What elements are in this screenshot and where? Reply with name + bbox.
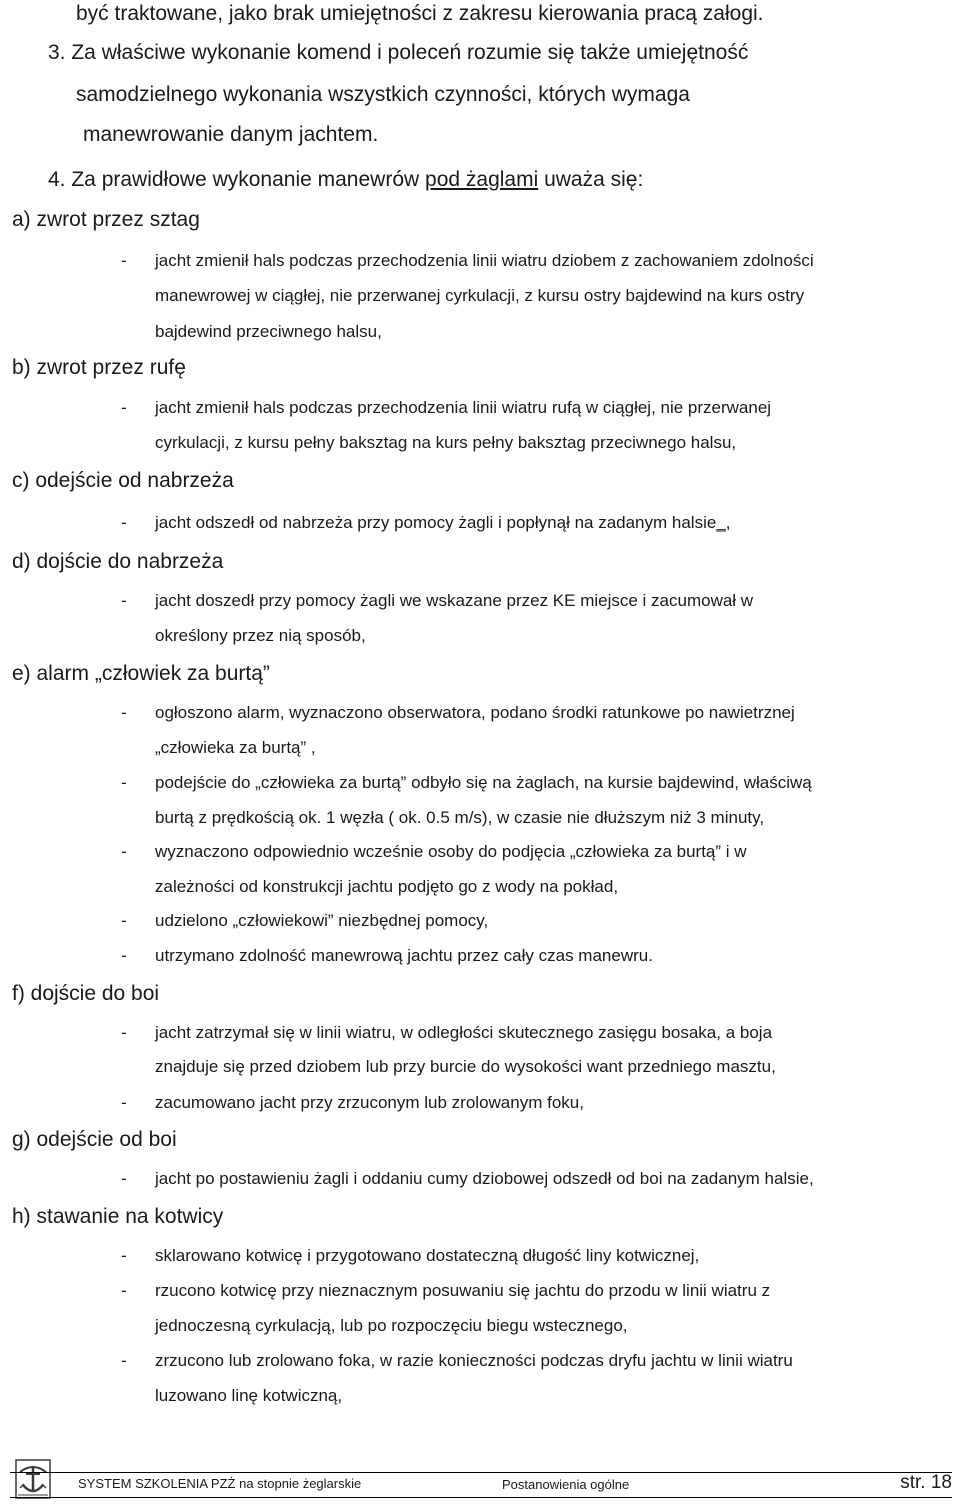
dash: - (121, 251, 127, 270)
section-g-heading: g) odejście od boi (12, 1128, 177, 1151)
dash: - (121, 591, 127, 610)
section-e-item-4: udzielono „człowiekowi” niezbędnej pomocy, (155, 911, 489, 930)
edit-mark: _ (716, 513, 726, 532)
section-d-item-1-line-2: określony przez nią sposób, (155, 626, 366, 645)
section-h-item-1: sklarowano kotwicę i przygotowano dostateczną długość liny kotwicznej, (155, 1246, 700, 1265)
dash: - (121, 1093, 127, 1112)
pzz-anchor-logo-icon (14, 1458, 52, 1500)
dash: - (121, 911, 127, 930)
section-b-item-1-line-1: jacht zmienił hals podczas przechodzenia linii wiatru rufą w ciągłej, nie przerwanej (155, 398, 772, 417)
section-b-item-1-line-2: cyrkulacji, z kursu pełny baksztag na kurs pełny baksztag przeciwnego halsu, (155, 433, 737, 452)
point-3-line-2: samodzielnego wykonania wszystkich czynności, których wymaga (76, 83, 690, 106)
section-h-item-3-line-2: luzowano linę kotwiczną, (155, 1386, 343, 1405)
dash: - (121, 703, 127, 722)
section-d-item-1-line-1: jacht doszedł przy pomocy żagli we wskazane przez KE miejsce i zacumował w (155, 591, 754, 610)
section-f-heading: f) dojście do boi (12, 982, 160, 1005)
section-e-heading: e) alarm „człowiek za burtą” (12, 662, 270, 685)
section-e-item-5: utrzymano zdolność manewrową jachtu przez cały czas manewru. (155, 946, 653, 965)
section-c-heading: c) odejście od nabrzeża (12, 469, 234, 492)
dash: - (121, 1169, 127, 1188)
point-3-line-1: 3. Za właściwe wykonanie komend i poleceń rozumie się także umiejętność (48, 41, 749, 64)
dash: - (121, 513, 127, 532)
dash: - (121, 842, 127, 861)
section-e-item-2-line-2: burtą z prędkością ok. 1 węzła ( ok. 0.5 m/s), w czasie nie dłuższym niż 3 minuty, (155, 808, 765, 827)
section-e-item-1-line-1: ogłoszono alarm, wyznaczono obserwatora, podano środki ratunkowe po nawietrznej (155, 703, 795, 722)
section-a-item-1-line-3: bajdewind przeciwnego halsu, (155, 322, 382, 341)
section-h-item-2-line-2: jednoczesną cyrkulacją, lub po rozpoczęciu biegu wstecznego, (155, 1316, 628, 1335)
section-c-item-text: jacht odszedł od nabrzeża przy pomocy żagli i popłynął na zadanym halsie (155, 513, 717, 532)
section-e-item-3-line-2: zależności od konstrukcji jachtu podjęto go z wody na pokład, (155, 877, 619, 896)
dash: - (121, 1023, 127, 1042)
section-h-item-3-line-1: zrzucono lub zrolowano foka, w razie konieczności podczas dryfu jachtu w linii wiatru (155, 1351, 793, 1370)
section-f-item-2: zacumowano jacht przy zrzuconym lub zrolowanym foku, (155, 1093, 584, 1112)
section-f-item-1-line-1: jacht zatrzymał się w linii wiatru, w odległości skutecznego zasięgu bosaka, a boja (155, 1023, 773, 1042)
point-4-underlined: pod żaglami (425, 168, 539, 191)
point-3-line-3: manewrowanie danym jachtem. (83, 123, 379, 146)
section-c-item-end: , (725, 513, 731, 532)
footer-rule-top (10, 1472, 952, 1473)
section-e-item-3-line-1: wyznaczono odpowiednio wcześnie osoby do podjęcia „człowieka za burtą” i w (155, 842, 747, 861)
section-h-item-2-line-1: rzucono kotwicę przy nieznacznym posuwaniu się jachtu do przodu w linii wiatru z (155, 1281, 771, 1300)
section-h-heading: h) stawanie na kotwicy (12, 1205, 224, 1228)
footer-section-label: Postanowienia ogólne (502, 1477, 630, 1492)
dash: - (121, 1351, 127, 1370)
section-g-item-1: jacht po postawieniu żagli i oddaniu cumy dziobowej odszedł od boi na zadanym halsie, (155, 1169, 814, 1188)
footer-rule-bottom (10, 1497, 952, 1498)
section-e-item-2-line-1: podejście do „człowieka za burtą” odbyło się na żaglach, na kursie bajdewind, właściwą (155, 773, 812, 792)
intro-line: być traktowane, jako brak umiejętności z zakresu kierowania pracą załogi. (76, 2, 764, 25)
section-f-item-1-line-2: znajduje się przed dziobem lub przy burcie do wysokości want przedniego masztu, (155, 1057, 776, 1076)
section-d-heading: d) dojście do nabrzeża (12, 550, 224, 573)
point-4 (48, 168, 643, 192)
section-a-item-1-line-2: manewrowej w ciągłej, nie przerwanej cyrkulacji, z kursu ostry bajdewind na kurs ostry (155, 286, 805, 305)
dash: - (121, 1246, 127, 1265)
dash: - (121, 773, 127, 792)
section-b-heading: b) zwrot przez rufę (12, 356, 186, 379)
point-4-text-before: 4. Za prawidłowe wykonanie manewrów (48, 168, 426, 191)
dash: - (121, 1281, 127, 1300)
dash: - (121, 946, 127, 965)
section-a-heading: a) zwrot przez sztag (12, 208, 200, 231)
section-e-item-1-line-2: „człowieka za burtą” , (155, 738, 316, 757)
dash: - (121, 398, 127, 417)
section-a-item-1-line-1: jacht zmienił hals podczas przechodzenia linii wiatru dziobem z zachowaniem zdolności (155, 251, 814, 270)
section-c-item-1 (155, 513, 731, 533)
footer-page-number: str. 18 (900, 1472, 952, 1493)
footer-system-label: SYSTEM SZKOLENIA PZŻ na stopnie żeglarskie (78, 1476, 362, 1491)
point-4-text-after: uważa się: (538, 168, 644, 191)
